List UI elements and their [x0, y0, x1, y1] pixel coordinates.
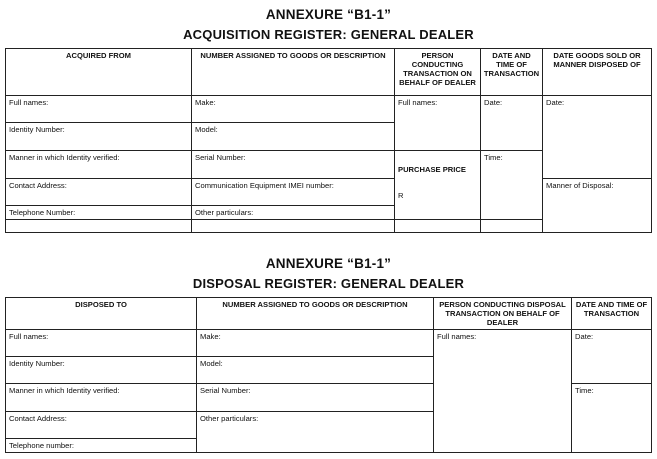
model-field[interactable] [192, 123, 395, 151]
acquisition-header-row [6, 49, 652, 96]
date-label: Date: [484, 98, 503, 107]
acquisition-register-title: ACQUISITION REGISTER: GENERAL DEALER [183, 27, 474, 42]
imei-label: Communication Equipment IMEI number: [195, 181, 334, 190]
acquisition-annexure-heading: ANNEXURE “B1-1” [265, 7, 392, 22]
manner-of-disposal-field[interactable] [543, 179, 652, 233]
serial-number-field[interactable] [197, 384, 434, 412]
acquisition-row [6, 179, 652, 206]
person-full-names-field[interactable] [434, 330, 572, 453]
currency-label: R [398, 191, 404, 200]
other-particulars-field[interactable] [192, 206, 395, 220]
telephone-number-field[interactable] [6, 439, 197, 453]
person-full-names-label: Full names: [398, 98, 438, 107]
date-field[interactable] [481, 96, 543, 151]
telephone-number-label: Telephone Number: [9, 208, 76, 217]
date-label: Date: [575, 332, 594, 341]
contact-address-label: Contact Address: [9, 181, 67, 190]
acquisition-blank-cell[interactable] [395, 220, 481, 233]
serial-number-label: Serial Number: [200, 386, 251, 395]
disposal-header-row [6, 298, 652, 330]
serial-number-field[interactable] [192, 151, 395, 179]
full-names-field[interactable] [6, 96, 192, 123]
header-date-goods-sold: DATE GOODS SOLD OR MANNER DISPOSED OF [543, 49, 652, 96]
acquisition-blank-cell[interactable] [192, 220, 395, 233]
manner-verified-label: Manner in which Identity verified: [9, 153, 120, 162]
acquisition-blank-cell[interactable] [6, 220, 192, 233]
time-label: Time: [484, 153, 503, 162]
full-names-field[interactable] [6, 330, 197, 357]
acquisition-blank-cell[interactable] [481, 220, 543, 233]
model-label: Model: [195, 125, 218, 134]
other-particulars-label: Other particulars: [195, 208, 254, 217]
contact-address-field[interactable] [6, 412, 197, 439]
header-number-assigned: NUMBER ASSIGNED TO GOODS OR DESCRIPTION [197, 298, 434, 330]
other-particulars-label: Other particulars: [200, 414, 259, 423]
make-label: Make: [195, 98, 216, 107]
telephone-number-field[interactable] [6, 206, 192, 220]
manner-of-disposal-label: Manner of Disposal: [546, 181, 614, 190]
acquisition-row [6, 96, 652, 123]
contact-address-field[interactable] [6, 179, 192, 206]
identity-number-field[interactable] [6, 123, 192, 151]
header-number-assigned: NUMBER ASSIGNED TO GOODS OR DESCRIPTION [192, 49, 395, 96]
header-date-time: DATE AND TIME OF TRANSACTION [572, 298, 652, 330]
serial-number-label: Serial Number: [195, 153, 246, 162]
identity-number-field[interactable] [6, 357, 197, 384]
time-field[interactable] [481, 151, 543, 220]
other-particulars-field[interactable] [197, 412, 434, 453]
telephone-number-label: Telephone number: [9, 441, 75, 450]
disposal-register-table [5, 297, 652, 453]
full-names-label: Full names: [9, 98, 49, 107]
manner-verified-field[interactable] [6, 151, 192, 179]
manner-verified-field[interactable] [6, 384, 197, 412]
manner-verified-label: Manner in which Identity verified: [9, 386, 120, 395]
header-disposed-to: DISPOSED TO [6, 298, 197, 330]
disposal-row [6, 330, 652, 357]
identity-number-label: Identity Number: [9, 125, 65, 134]
time-label: Time: [575, 386, 594, 395]
time-field[interactable] [572, 384, 652, 453]
disposal-annexure-heading: ANNEXURE “B1-1” [265, 256, 392, 271]
make-field[interactable] [197, 330, 434, 357]
sold-date-field[interactable] [543, 96, 652, 179]
purchase-price-field[interactable] [395, 151, 481, 220]
make-label: Make: [200, 332, 221, 341]
model-label: Model: [200, 359, 223, 368]
date-field[interactable] [572, 330, 652, 384]
model-field[interactable] [197, 357, 434, 384]
person-full-names-label: Full names: [437, 332, 477, 341]
full-names-label: Full names: [9, 332, 49, 341]
disposal-register-title: DISPOSAL REGISTER: GENERAL DEALER [192, 276, 465, 291]
purchase-price-label: PURCHASE PRICE [398, 165, 466, 174]
contact-address-label: Contact Address: [9, 414, 67, 423]
person-full-names-field[interactable] [395, 96, 481, 151]
identity-number-label: Identity Number: [9, 359, 65, 368]
sold-date-label: Date: [546, 98, 565, 107]
header-person-conducting: PERSON CONDUCTING DISPOSAL TRANSACTION ON BEHALF OF DEALER [434, 298, 572, 330]
header-acquired-from: ACQUIRED FROM [6, 49, 192, 96]
imei-field[interactable] [192, 179, 395, 206]
header-date-time: DATE AND TIME OF TRANSACTION [481, 49, 543, 96]
acquisition-register-table [5, 48, 652, 233]
header-person-conducting: PERSON CONDUCTING TRANSACTION ON BEHALF OF DEALER [395, 49, 481, 96]
make-field[interactable] [192, 96, 395, 123]
